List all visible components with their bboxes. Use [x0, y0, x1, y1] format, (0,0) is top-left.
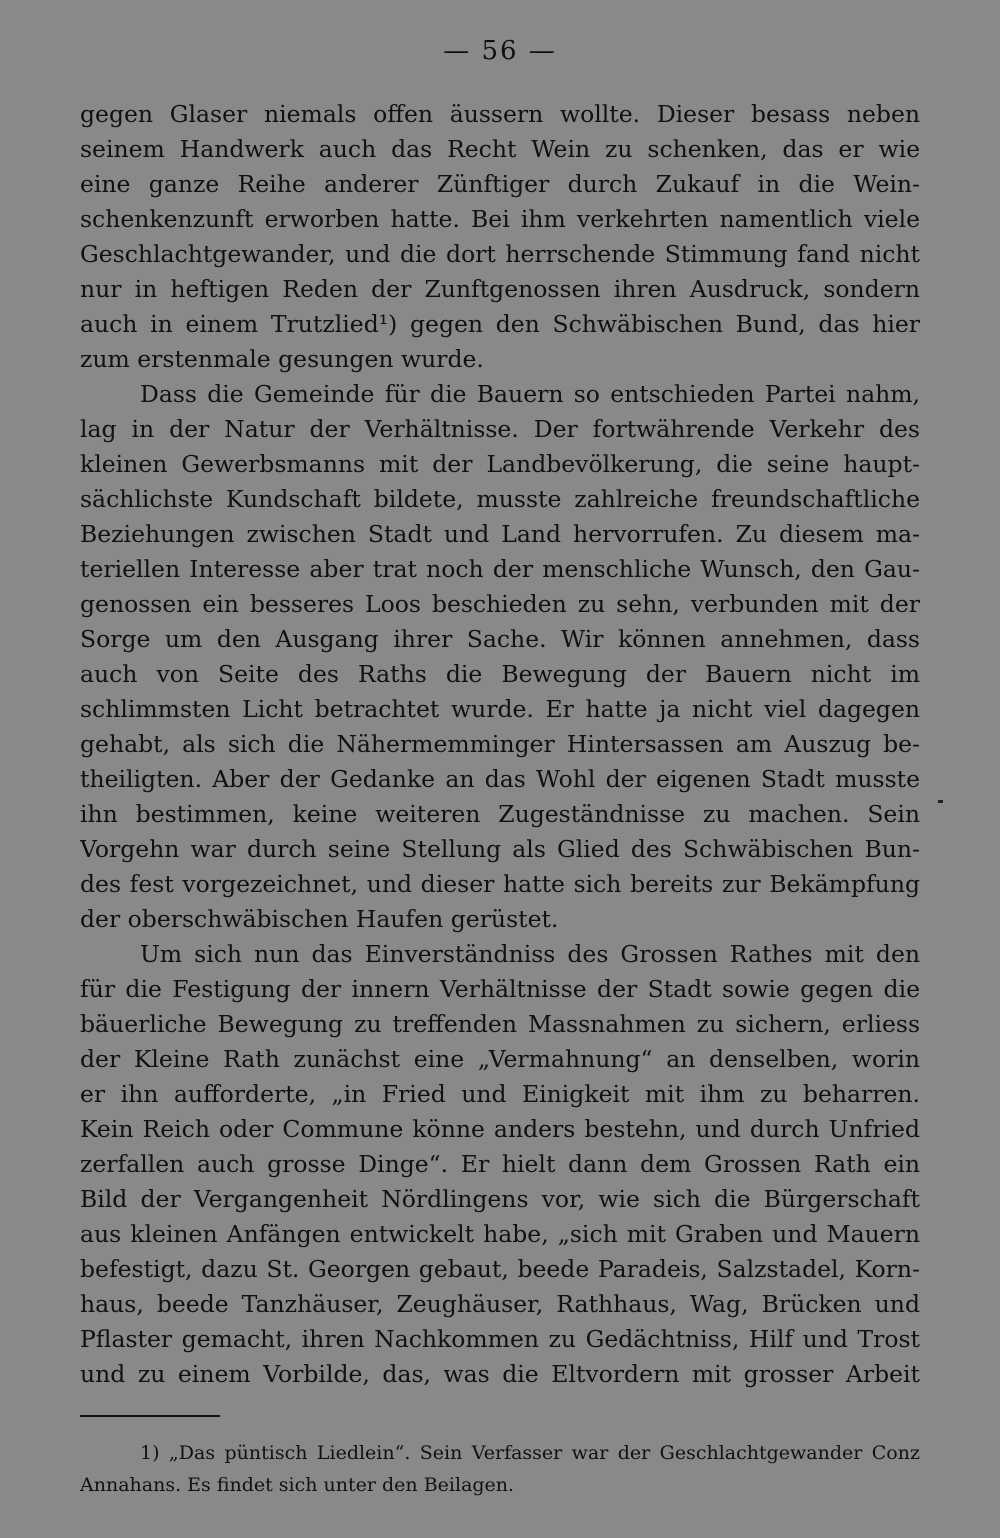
footnotes [80, 1437, 920, 1501]
text-line: gegen Glaser niemals offen äussern wollte. Dieser besass neben [80, 100, 920, 128]
text-line: Bild der Vergangenheit Nördlingens vor, wie sich die Bürgerschaft [80, 1185, 920, 1213]
text-line: der oberschwäbischen Haufen gerüstet. [80, 905, 559, 933]
text-line: zum erstenmale gesungen wurde. [80, 345, 484, 373]
text-line: lag in der Natur der Verhältnisse. Der fortwährende Verkehr des [80, 415, 920, 443]
text-line: teriellen Interesse aber trat noch der menschliche Wunsch, den Gau- [80, 555, 920, 583]
text-line: Sorge um den Ausgang ihrer Sache. Wir können annehmen, dass [80, 625, 920, 653]
text-line: Pflaster gemacht, ihren Nachkommen zu Gedächtniss, Hilf und Trost [80, 1325, 920, 1353]
footnote-line: Annahans. Es findet sich unter den Beilagen. [80, 1474, 515, 1496]
text-line: schenkenzunft erworben hatte. Bei ihm verkehrten namentlich viele [80, 205, 920, 233]
text-line: Kein Reich oder Commune könne anders bestehn, und durch Unfried [80, 1115, 920, 1143]
text-line: befestigt, dazu St. Georgen gebaut, beede Paradeis, Salzstadel, Korn- [80, 1255, 920, 1283]
text-line: für die Festigung der innern Verhältnisse der Stadt sowie gegen die [80, 975, 920, 1003]
text-line: zerfallen auch grosse Dinge“. Er hielt dann dem Grossen Rath ein [80, 1150, 920, 1178]
text-line: schlimmsten Licht betrachtet wurde. Er hatte ja nicht viel dagegen [80, 695, 920, 723]
page-number: — 56 — [443, 36, 557, 66]
text-line: gehabt, als sich die Nähermemminger Hintersassen am Auszug be- [80, 730, 920, 758]
paragraph-start-line: Um sich nun das Einverständniss des Grossen Rathes mit den [140, 940, 920, 968]
text-line: nur in heftigen Reden der Zunftgenossen ihren Ausdruck, sondern [80, 275, 920, 303]
text-line: sächlichste Kundschaft bildete, musste zahlreiche freundschaftliche [80, 485, 920, 513]
text-line: und zu einem Vorbilde, das, was die Eltvordern mit grosser Arbeit [80, 1360, 920, 1388]
text-line: Vorgehn war durch seine Stellung als Glied des Schwäbischen Bun- [80, 835, 920, 863]
text-line: Geschlachtgewander, und die dort herrschende Stimmung fand nicht [80, 240, 920, 268]
text-line: ihn bestimmen, keine weiteren Zugeständnisse zu machen. Sein [80, 800, 920, 828]
text-line: auch von Seite des Raths die Bewegung der Bauern nicht im [80, 660, 920, 688]
text-line: des fest vorgezeichnet, und dieser hatte sich bereits zur Bekämpfung [80, 870, 920, 898]
text-line: der Kleine Rath zunächst eine „Vermahnung“ an denselben, worin [80, 1045, 920, 1073]
margin-mark [938, 800, 943, 803]
footnote-line: 1) „Das püntisch Liedlein“. Sein Verfasser war der Geschlachtgewander Conz [140, 1442, 920, 1464]
text-line: bäuerliche Bewegung zu treffenden Massnahmen zu sichern, erliess [80, 1010, 920, 1038]
text-line: eine ganze Reihe anderer Zünftiger durch Zukauf in die Wein- [80, 170, 920, 198]
text-line: kleinen Gewerbsmanns mit der Landbevölkerung, die seine haupt- [80, 450, 920, 478]
text-line: aus kleinen Anfängen entwickelt habe, „sich mit Graben und Mauern [80, 1220, 920, 1248]
footnote-rule [80, 1415, 220, 1417]
text-line: haus, beede Tanzhäuser, Zeughäuser, Rathhaus, Wag, Brücken und [80, 1290, 920, 1318]
body-text [80, 97, 920, 1392]
text-line: seinem Handwerk auch das Recht Wein zu schenken, das er wie [80, 135, 920, 163]
text-line: Beziehungen zwischen Stadt und Land hervorrufen. Zu diesem ma- [80, 520, 920, 548]
text-line: theiligten. Aber der Gedanke an das Wohl der eigenen Stadt musste [80, 765, 920, 793]
text-line: auch in einem Trutzlied¹) gegen den Schwäbischen Bund, das hier [80, 310, 920, 338]
paragraph-start-line: Dass die Gemeinde für die Bauern so entschieden Partei nahm, [140, 380, 920, 408]
text-line: er ihn aufforderte, „in Fried und Einigkeit mit ihm zu beharren. [80, 1080, 920, 1108]
text-line: genossen ein besseres Loos beschieden zu sehn, verbunden mit der [80, 590, 920, 618]
